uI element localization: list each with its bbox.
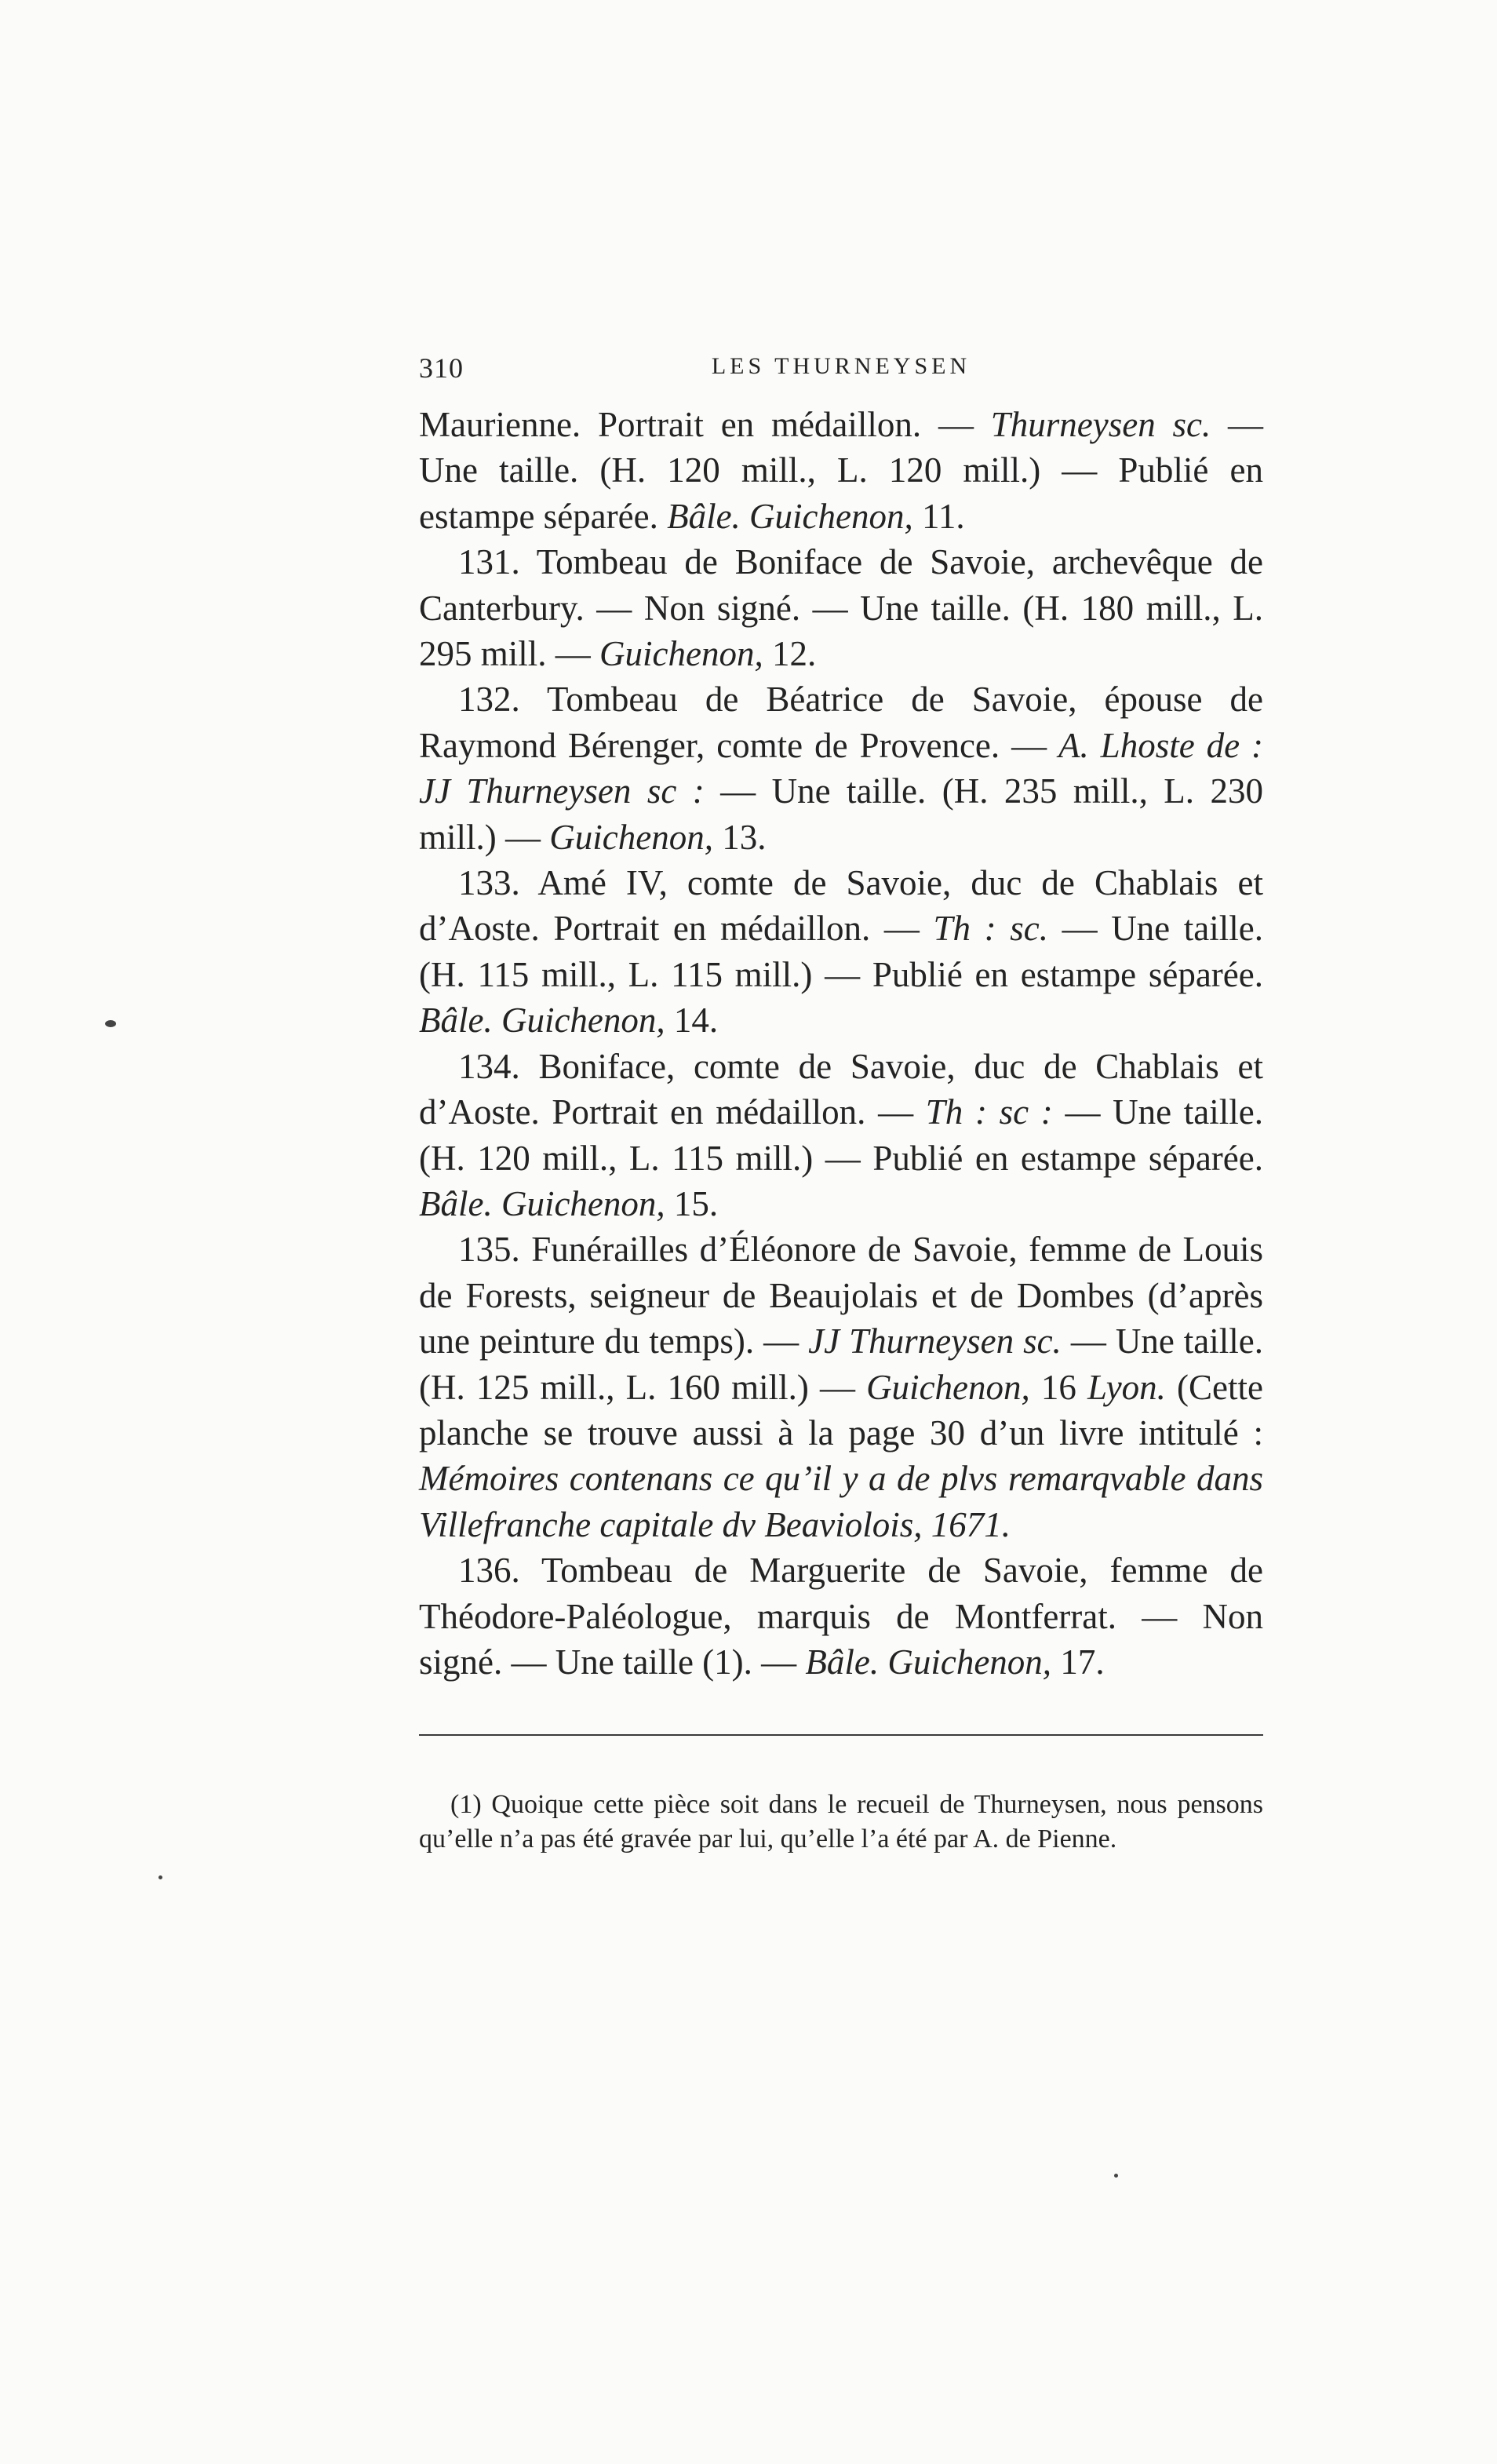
- italic-run: Bâle. Guichenon,: [419, 1001, 665, 1041]
- running-head: LES THURNEYSEN: [711, 353, 971, 379]
- page-header: [419, 352, 1263, 391]
- italic-run: Mémoires contenans ce qu’il y a de plvs remarqvable dans Villefranche capitale dv Beaviolois, 1671.: [419, 1459, 1263, 1544]
- entry-134: [419, 1044, 1263, 1227]
- text-run: Funérailles d’Éléonore de Savoie, femme de Louis de Forests, seigneur de Beaujolais et de Dombes (d’après une peinture du temps). —: [419, 1230, 1263, 1361]
- entry-number: 136.: [458, 1551, 520, 1591]
- entry-135: [419, 1227, 1263, 1547]
- text-run: 11.: [912, 496, 965, 536]
- text-run: 16: [1029, 1367, 1088, 1407]
- text-run: 15.: [665, 1183, 719, 1223]
- body-text: [419, 402, 1263, 1685]
- italic-run: Th : sc :: [925, 1092, 1053, 1132]
- footnote: (1) Quoique cette pièce soit dans le recueil de Thurneysen, nous pensons qu’elle n’a pas été gravée par lui, qu’elle l’a été par A. de Pienne.: [419, 1790, 1263, 1853]
- entry-136: [419, 1547, 1263, 1685]
- entry-continuation: [419, 402, 1263, 539]
- footnote-rule: [419, 1734, 1263, 1736]
- italic-run: Guichenon,: [866, 1367, 1030, 1407]
- entry-number: 131.: [458, 542, 520, 582]
- entry-number: 133.: [458, 863, 520, 903]
- text-run: Tombeau de Boniface de Savoie, archevêque de Canterbury. — Non signé. — Une taille. (H. 180 mill., L. 295 mill. —: [419, 542, 1264, 674]
- text-run: Maurienne. Portrait en médaillon. —: [419, 405, 991, 444]
- entry-number: 135.: [458, 1230, 520, 1270]
- italic-run: Bâle. Guichenon,: [667, 496, 913, 536]
- italic-run: Lyon.: [1087, 1367, 1166, 1407]
- text-run: — Une taille. (H. 120 mill., L. 115 mill.) — Publié en estampe séparée.: [419, 1092, 1263, 1178]
- page-number: 310: [419, 352, 464, 384]
- scan-speck: [158, 1875, 162, 1879]
- italic-run: Bâle. Guichenon,: [805, 1642, 1052, 1682]
- text-run: — Une taille. (H. 115 mill., L. 115 mill.) — Publié en estampe séparée.: [419, 909, 1263, 994]
- text-run: — Une taille. (H. 120 mill., L. 120 mill.) — Publié en estampe séparée.: [419, 405, 1264, 536]
- text-run: 13.: [712, 817, 767, 857]
- entry-133: [419, 860, 1263, 1044]
- text-run: Tombeau de Béatrice de Savoie, épouse de Raymond Bérenger, comte de Provence. —: [419, 680, 1264, 765]
- text-run: 14.: [665, 1001, 719, 1041]
- text-run: Amé IV, comte de Savoie, duc de Chablais et d’Aoste. Portrait en médaillon. —: [419, 863, 1263, 949]
- italic-run: Bâle. Guichenon,: [419, 1183, 665, 1223]
- entry-number: 134.: [458, 1046, 520, 1086]
- text-run: Tombeau de Marguerite de Savoie, femme de Théodore-Paléologue, marquis de Montferrat. — Non signé. — Une taille (1). —: [419, 1551, 1263, 1682]
- entry-131: [419, 539, 1263, 676]
- italic-run: A. Lhoste de : JJ Thurneysen sc :: [419, 725, 1264, 811]
- text-run: — Une taille. (H. 235 mill., L. 230 mill.) —: [419, 771, 1263, 857]
- scan-speck: [105, 1020, 116, 1027]
- italic-run: Thurneysen sc.: [990, 405, 1211, 444]
- italic-run: JJ Thurneysen sc.: [808, 1321, 1062, 1361]
- entry-number: 132.: [458, 680, 520, 720]
- entry-132: [419, 676, 1263, 860]
- text-run: — Une taille. (H. 125 mill., L. 160 mill.) —: [419, 1321, 1263, 1407]
- text-run: 17.: [1051, 1642, 1105, 1682]
- scan-speck: [1114, 2174, 1118, 2178]
- italic-run: Guichenon,: [599, 634, 763, 674]
- italic-run: Guichenon,: [549, 817, 713, 857]
- text-run: Boniface, comte de Savoie, duc de Chablais et d’Aoste. Portrait en médaillon. —: [419, 1046, 1264, 1132]
- italic-run: Th : sc.: [933, 909, 1048, 949]
- text-run: 12.: [763, 634, 817, 674]
- text-run: (Cette planche se trouve aussi à la page 30 d’un livre intitulé :: [419, 1367, 1264, 1453]
